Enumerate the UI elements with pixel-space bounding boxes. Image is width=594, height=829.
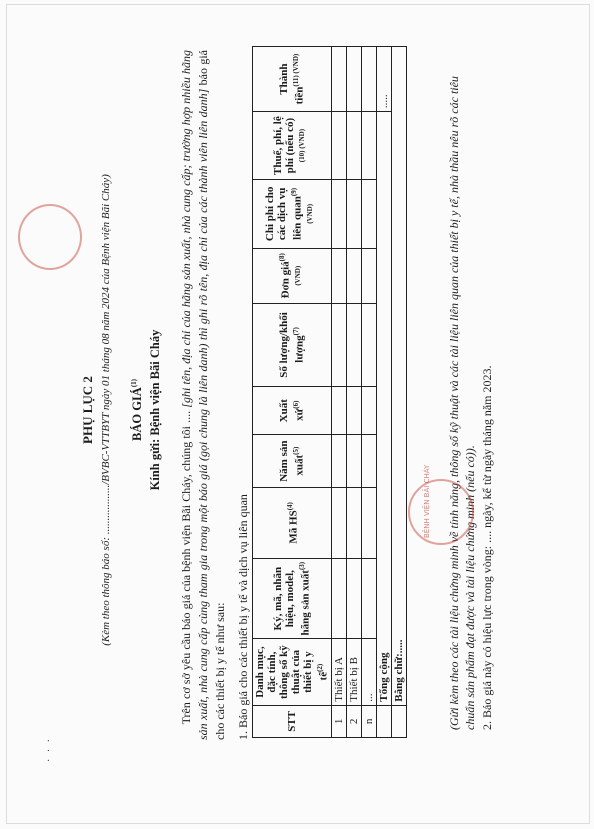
table-cell bbox=[361, 558, 376, 639]
intro-text-italic: [ghi tên, địa chỉ của hãng sản xuất, nhà cung cấp; trường hợp nhiều hãng sản xuất, nhà cung cấp cùng tham gia trong một báo giá (gọi chung là liên danh) thì ghi rõ tên, địa chỉ của các thành viên liên danh] bbox=[179, 49, 210, 740]
header-hs-code bbox=[253, 487, 332, 558]
table-cell bbox=[346, 303, 361, 386]
header-text: Năm sản xuất bbox=[278, 440, 306, 482]
table-cell bbox=[376, 705, 391, 737]
header-quantity bbox=[253, 303, 332, 386]
table-header-row bbox=[253, 47, 332, 738]
table-cell bbox=[346, 248, 361, 303]
header-item bbox=[253, 639, 332, 705]
table-cell bbox=[361, 487, 376, 558]
table-row bbox=[331, 47, 346, 738]
table-cell bbox=[331, 487, 346, 558]
hospital-stamp-corner bbox=[18, 204, 82, 270]
table-cell: n bbox=[361, 705, 376, 737]
table-cell bbox=[331, 112, 346, 180]
table-cell bbox=[331, 47, 346, 112]
table-row bbox=[361, 47, 376, 738]
header-total bbox=[253, 47, 332, 112]
table-cell bbox=[331, 248, 346, 303]
table-cell bbox=[361, 435, 376, 488]
table-cell bbox=[361, 248, 376, 303]
table-cell bbox=[331, 180, 346, 249]
intro-paragraph bbox=[178, 50, 229, 740]
header-sup: (11) (VND) bbox=[292, 53, 300, 87]
rotated-content bbox=[18, 20, 578, 800]
header-text: Thuế, phí, lệ phí (nếu có) bbox=[272, 116, 296, 175]
basis-line: (Kèm theo thông báo số: ................../BVBC-VTTBYT ngày 01 tháng 08 năm 2024 của Bệnh viện Bãi Cháy) bbox=[100, 174, 112, 646]
table-cell bbox=[361, 112, 376, 180]
total-value: ..... bbox=[376, 47, 391, 112]
header-model bbox=[253, 558, 332, 639]
header-sup: (5) bbox=[292, 446, 300, 455]
quote-title-sup: (1) bbox=[130, 379, 138, 388]
table-cell bbox=[331, 435, 346, 488]
header-text: Ký, mã, nhãn hiệu, model, hãng sản xuất bbox=[272, 566, 312, 636]
header-text: STT bbox=[285, 710, 298, 732]
header-sup: (10) (VND) bbox=[298, 128, 306, 163]
validity-line: 2. Báo giá này có hiệu lực trong vòng: .... ngày, kể từ ngày tháng năm 2023. bbox=[480, 365, 494, 730]
header-service-cost bbox=[253, 180, 332, 249]
table-cell: 2 bbox=[346, 705, 361, 737]
table-cell: Thiết bị A bbox=[331, 639, 346, 705]
table-cell bbox=[331, 303, 346, 386]
header-sup: (8) (VND) bbox=[278, 253, 302, 286]
table-cell bbox=[361, 47, 376, 112]
table-cell: Thiết bị B bbox=[346, 639, 361, 705]
table-cell: 1 bbox=[331, 705, 346, 737]
hospital-stamp bbox=[408, 479, 474, 545]
table-cell bbox=[346, 487, 361, 558]
header-stt bbox=[253, 705, 332, 737]
appendix-title: PHỤ LỤC 2 bbox=[80, 376, 95, 444]
total-label: Tổng cộng bbox=[376, 112, 391, 706]
table-cell bbox=[361, 180, 376, 249]
header-text: Đơn giá bbox=[279, 261, 292, 299]
header-year bbox=[253, 435, 332, 488]
header-text: Số lượng/khối lượng bbox=[278, 312, 306, 378]
section-1-heading: 1. Báo giá cho các thiết bị y tế và dịch vụ liên quan bbox=[236, 494, 250, 740]
send-to-line: Kính gửi: Bệnh viện Bãi Cháy bbox=[148, 329, 162, 491]
header-text: Chi phí cho các dịch vụ liên quan bbox=[264, 186, 304, 242]
table-cell bbox=[361, 387, 376, 435]
in-words-label: Bằng chữ:..... bbox=[391, 47, 406, 706]
table-cell bbox=[331, 558, 346, 639]
quote-title bbox=[130, 20, 145, 800]
intro-text-1: Trên cơ sở yêu cầu báo giá của bệnh viện Bãi Cháy, chúng tôi .... bbox=[179, 410, 193, 725]
table-cell bbox=[346, 180, 361, 249]
header-sup: (6) bbox=[292, 400, 300, 409]
table-cell bbox=[346, 387, 361, 435]
table-cell bbox=[346, 558, 361, 639]
header-sup: (2) bbox=[316, 663, 324, 672]
table-cell bbox=[361, 303, 376, 386]
intro-text-2: báo giá cho các thiết bị y tế như sau: bbox=[196, 50, 227, 740]
header-text: Mã HS bbox=[287, 510, 300, 544]
table-cell bbox=[346, 112, 361, 180]
header-text: Xuất xứ bbox=[278, 399, 306, 423]
header-sup: (9) (VND) bbox=[290, 187, 314, 224]
table-cell bbox=[391, 705, 406, 737]
table-cell bbox=[346, 435, 361, 488]
total-row bbox=[376, 47, 391, 738]
table-row bbox=[346, 47, 361, 738]
header-origin bbox=[253, 387, 332, 435]
table-cell bbox=[346, 47, 361, 112]
header-unit-price bbox=[253, 248, 332, 303]
attachment-note: (Gửi kèm theo các tài liệu chứng minh về tính năng, thông số kỹ thuật và các tài liệu liên quan của thiết bị y tế, nhà thầu nêu rõ các tiêu chuẩn sản phẩm đạt được và tài liệu chứng minh (nếu có)). bbox=[447, 76, 477, 730]
header-sup: (4) bbox=[286, 502, 294, 511]
scan-marks: · · · bbox=[44, 737, 55, 762]
table-cell bbox=[331, 387, 346, 435]
header-sup: (3) bbox=[298, 561, 306, 571]
header-text: Thành tiền bbox=[278, 63, 306, 105]
header-tax bbox=[253, 112, 332, 180]
header-text: Danh mục, đặc tính, thông số kỹ thuật của thiết bị y tế bbox=[254, 645, 330, 699]
quote-title-text: BÁO GIÁ bbox=[130, 387, 145, 441]
quote-table bbox=[252, 46, 407, 738]
header-sup: (7) bbox=[292, 327, 300, 336]
stamp-text: BỆNH VIỆN BÃI CHÁY bbox=[423, 464, 431, 538]
in-words-row bbox=[391, 47, 406, 738]
table-cell: ... bbox=[361, 639, 376, 705]
